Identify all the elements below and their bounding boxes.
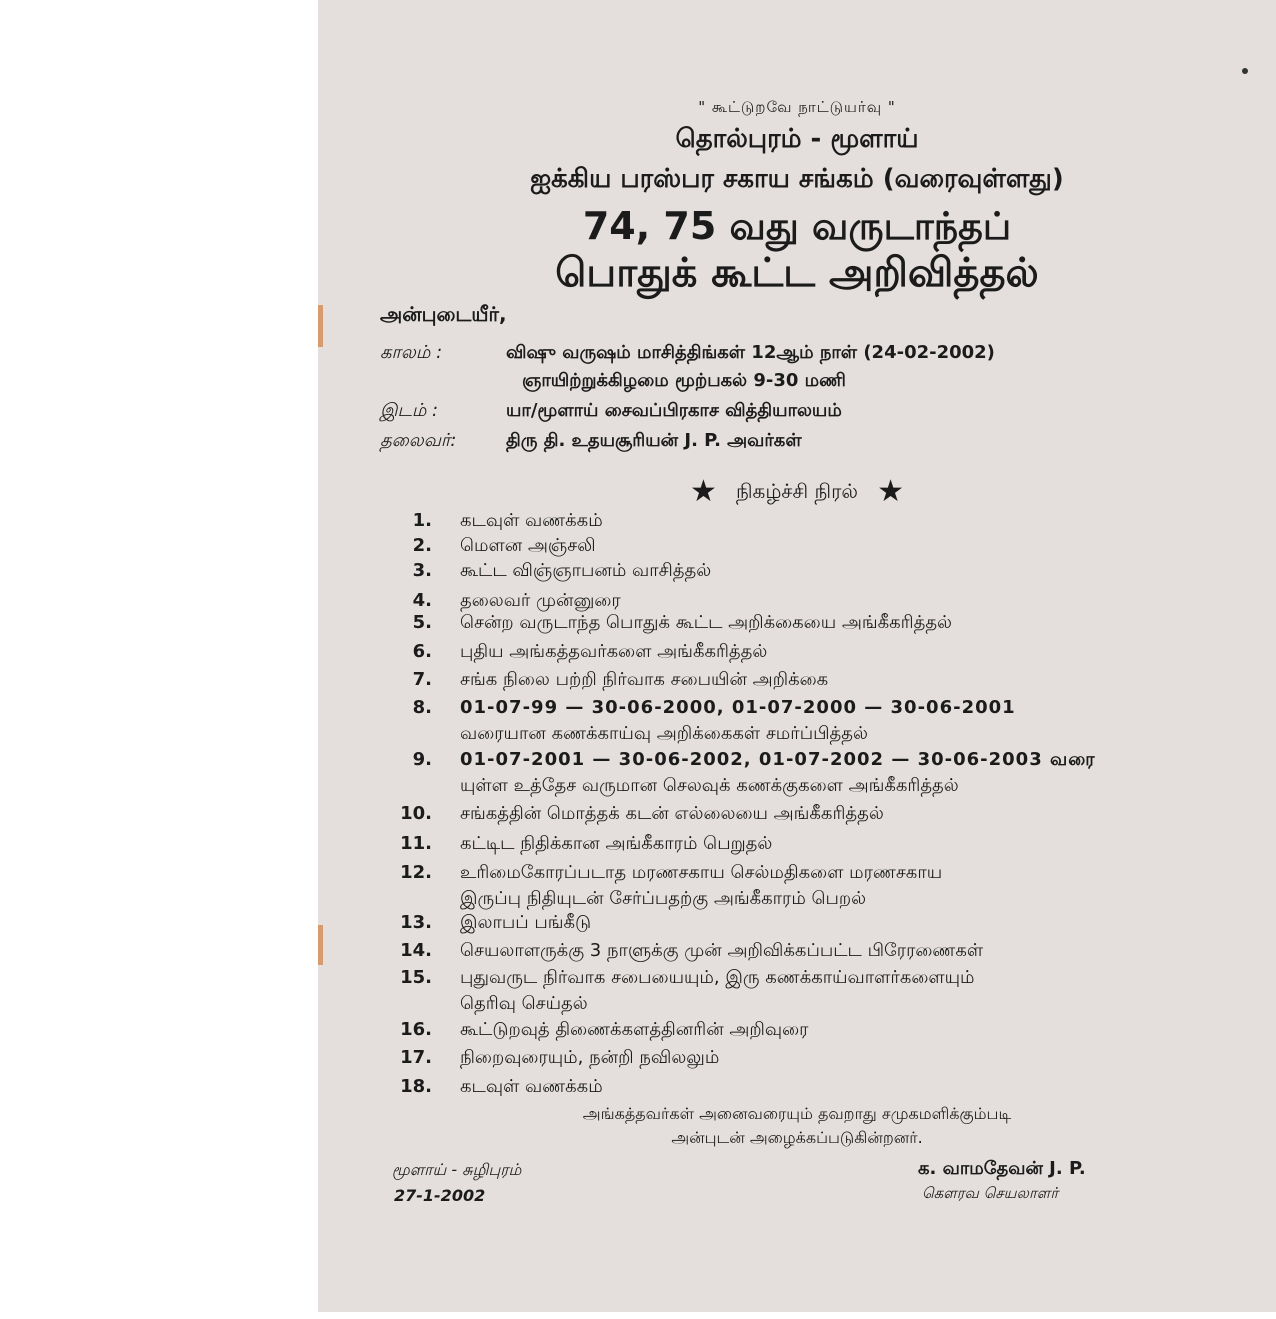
- time-value: விஷு வருஷம் மாசித்திங்கள் 12ஆம் நாள் (24-02-2002): [506, 342, 995, 363]
- program-item-text: புதிய அங்கத்தவர்களை அங்கீகரித்தல்: [460, 641, 768, 662]
- time-label: காலம் :: [380, 342, 443, 363]
- program-item-text: கடவுள் வணக்கம்: [460, 510, 603, 531]
- program-item-text: தெரிவு செய்தல்: [460, 993, 588, 1014]
- time-value-day: ஞாயிற்றுக்கிழமை மூற்பகல் 9-30 மணி: [522, 370, 846, 391]
- org-name-line1: தொல்புரம் - மூளாய்: [675, 124, 919, 154]
- closing-line2: அன்புடன் அழைக்கப்படுகின்றனர்.: [671, 1128, 923, 1147]
- footer-place: மூளாய் - சுழிபுரம்: [392, 1160, 522, 1179]
- chair-label: தலைவர்:: [380, 430, 457, 451]
- program-item-number: 10.: [400, 803, 432, 824]
- program-item-text: கூட்டுறவுத் திணைக்களத்தினரின் அறிவுரை: [460, 1019, 809, 1040]
- program-heading: [318, 474, 1276, 509]
- salutation: அன்புடையீர்,: [380, 302, 507, 326]
- notice-page: [318, 0, 1276, 1312]
- program-item-number: 11.: [400, 833, 432, 854]
- program-item-text: கடவுள் வணக்கம்: [460, 1076, 603, 1097]
- program-item-number: 8.: [412, 697, 432, 718]
- program-item-text: சங்க நிலை பற்றி நிர்வாக சபையின் அறிக்கை: [460, 669, 829, 690]
- program-item-text: சங்கத்தின் மொத்தக் கடன் எல்லையை அங்கீகரித்தல்: [460, 803, 884, 824]
- program-item-text: உரிமைகோரப்படாத மரணசகாய செல்மதிகளை மரணசகாய: [460, 862, 943, 883]
- program-item-text: 01-07-99 — 30-06-2000, 01-07-2000 — 30-06-2001: [460, 697, 1016, 718]
- program-item-number: 13.: [400, 912, 432, 933]
- notice-title-line2: பொதுக் கூட்ட அறிவித்தல்: [555, 250, 1039, 296]
- paper-edge-mark: [318, 305, 323, 347]
- program-item-text: இலாபப் பங்கீடு: [460, 912, 592, 933]
- org-name-line2: ஐக்கிய பரஸ்பர சகாய சங்கம் (வரைவுள்ளது): [530, 164, 1064, 194]
- chair-value: திரு தி. உதயசூரியன் J. P. அவர்கள்: [506, 430, 802, 451]
- program-item-text: வரையான கணக்காய்வு அறிக்கைகள் சமர்ப்பித்தல்: [460, 723, 868, 744]
- program-item-text: மௌன அஞ்சலி: [460, 535, 596, 556]
- program-item-number: 16.: [400, 1019, 432, 1040]
- program-item-number: 6.: [412, 641, 432, 662]
- star-icon: ★: [689, 474, 717, 509]
- signatory-name: க. வாமதேவன் J. P.: [918, 1158, 1086, 1179]
- program-item-text: கூட்ட விஞ்ஞாபனம் வாசித்தல்: [460, 560, 712, 581]
- program-item-text: கட்டிட நிதிக்கான அங்கீகாரம் பெறுதல்: [460, 833, 773, 854]
- program-item-number: 2.: [412, 535, 432, 556]
- ink-speck: [1242, 68, 1248, 74]
- program-item-text: நிறைவுரையும், நன்றி நவிலலும்: [460, 1047, 720, 1068]
- program-item-number: 5.: [412, 612, 432, 633]
- program-item-number: 7.: [412, 669, 432, 690]
- program-item-text: இருப்பு நிதியுடன் சேர்ப்பதற்கு அங்கீகாரம் பெறல்: [460, 888, 867, 909]
- motto: " கூட்டுறவே நாட்டுயர்வு ": [698, 98, 896, 116]
- program-item-number: 3.: [412, 560, 432, 581]
- program-item-number: 12.: [400, 862, 432, 883]
- program-item-number: 9.: [412, 749, 432, 770]
- closing-line1: அங்கத்தவர்கள் அனைவரையும் தவறாது சமுகமளிக்கும்படி: [582, 1104, 1012, 1123]
- signatory-title: கௌரவ செயலாளர்: [922, 1184, 1059, 1202]
- place-value: யா/மூளாய் சைவப்பிரகாச வித்தியாலயம்: [506, 400, 842, 421]
- star-icon: ★: [877, 474, 904, 509]
- paper-edge-mark: [318, 925, 323, 965]
- program-item-text: தலைவர் முன்னுரை: [460, 590, 621, 611]
- program-item-number: 4.: [412, 590, 432, 611]
- program-item-text: 01-07-2001 — 30-06-2002, 01-07-2002 — 30-06-2003 வரை: [460, 749, 1096, 770]
- program-item-number: 1.: [412, 510, 432, 531]
- notice-title-line1: 74, 75 வது வருடாந்தப்: [582, 204, 1012, 248]
- footer-date: 27-1-2002: [394, 1186, 486, 1205]
- program-item-number: 17.: [400, 1047, 432, 1068]
- program-item-text: செயலாளருக்கு 3 நாளுக்கு முன் அறிவிக்கப்பட்ட பிரேரணைகள்: [460, 940, 984, 961]
- program-item-number: 15.: [400, 967, 432, 988]
- place-label: இடம் :: [380, 400, 439, 421]
- program-item-number: 14.: [400, 940, 432, 961]
- program-heading-text: நிகழ்ச்சி நிரல்: [735, 479, 859, 503]
- program-item-number: 18.: [400, 1076, 432, 1097]
- program-item-text: சென்ற வருடாந்த பொதுக் கூட்ட அறிக்கையை அங்கீகரித்தல்: [460, 612, 953, 633]
- program-item-text: புதுவருட நிர்வாக சபையையும், இரு கணக்காய்வாளர்களையும்: [460, 967, 975, 988]
- program-item-text: யுள்ள உத்தேச வருமான செலவுக் கணக்குகளை அங்கீகரித்தல்: [460, 775, 959, 796]
